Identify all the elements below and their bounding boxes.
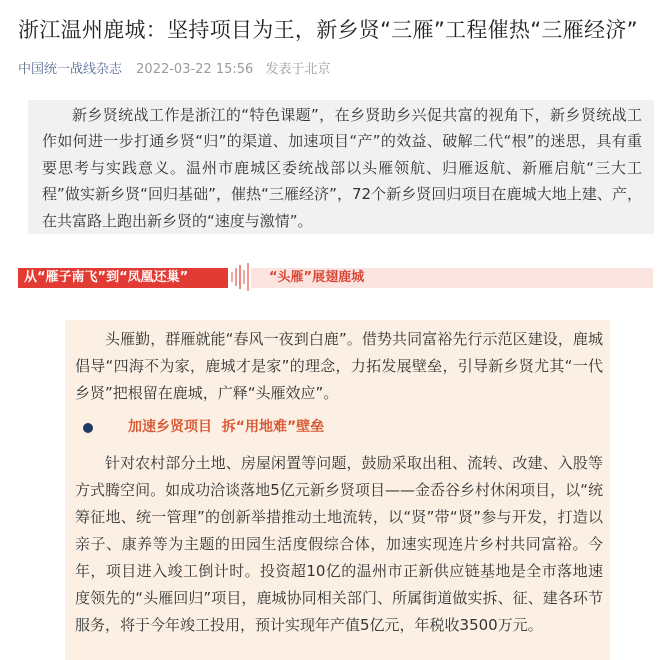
publish-location: 发表于北京 [265, 62, 331, 77]
bullet-dot-icon [83, 423, 93, 433]
subheading: 加速乡贤项目 拆“用地难”壁垒 [128, 419, 325, 435]
article-meta [18, 58, 330, 77]
article-title: 浙江温州鹿城：坚持项目为王，新乡贤“三雁”工程催热“三雁经济” [18, 18, 638, 42]
section-heading: “头雁”展翅鹿城 [251, 268, 653, 288]
content-card [65, 320, 610, 660]
lead-paragraph: 新乡贤统战工作是浙江的“特色课题”，在乡贤助乡兴促共富的视角下，新乡贤统战工作如何进一步打通乡贤“归”的渠道、加速项目“产”的效益、破解二代“根”的迷思，具有重要思考与实践意义。温州市鹿城区委统战部以头雁领航、归雁返航、新雁启航“三大工程”做实新乡贤“回归基础”，催热“三雁经济”，72个新乡贤回归项目在鹿城大地上建、产，在共富路上跑出新乡贤的“速度与激情”。 [42, 106, 642, 230]
section-header [18, 262, 653, 292]
lead-box [28, 100, 654, 234]
source-link[interactable]: 中国统一战线杂志 [18, 62, 123, 77]
publish-time: 2022-03-22 15:56 [136, 62, 254, 77]
body-paragraph: 针对农村部分土地、房屋闲置等问题，鼓励采取出租、流转、改建、入股等方式腾空间。如成功洽谈落地5亿元新乡贤项目——金岙谷乡村休闲项目，以“统筹征地、统一管理”的创新举措推动土地流转，以“贤”带“贤”参与开发，打造以亲子、康养等为主题的田园生活度假综合体，加速实现连片乡村共同富裕。今年，项目进入竣工倒计时。投资超10亿的温州市正新供应链基地是全市落地速度领先的“头雁回归”项目，鹿城协同相关部门、所属街道做实拆、征、建各环节服务，将于今年竣工投用，预计实现年产值5亿元，年税收3500万元。 [75, 454, 603, 634]
intro-paragraph: 头雁勤，群雁就能“春风一夜到白鹿”。借势共同富裕先行示范区建设，鹿城倡导“四海不为家，鹿城才是家”的理念，力拓发展壁垒，引导新乡贤尤其“一代乡贤”把根留在鹿城，广释“头雁效应”。 [75, 330, 603, 402]
section-banner: 从“雁子南飞”到“凤凰还巢” [18, 268, 228, 288]
subheading-row [83, 415, 583, 439]
